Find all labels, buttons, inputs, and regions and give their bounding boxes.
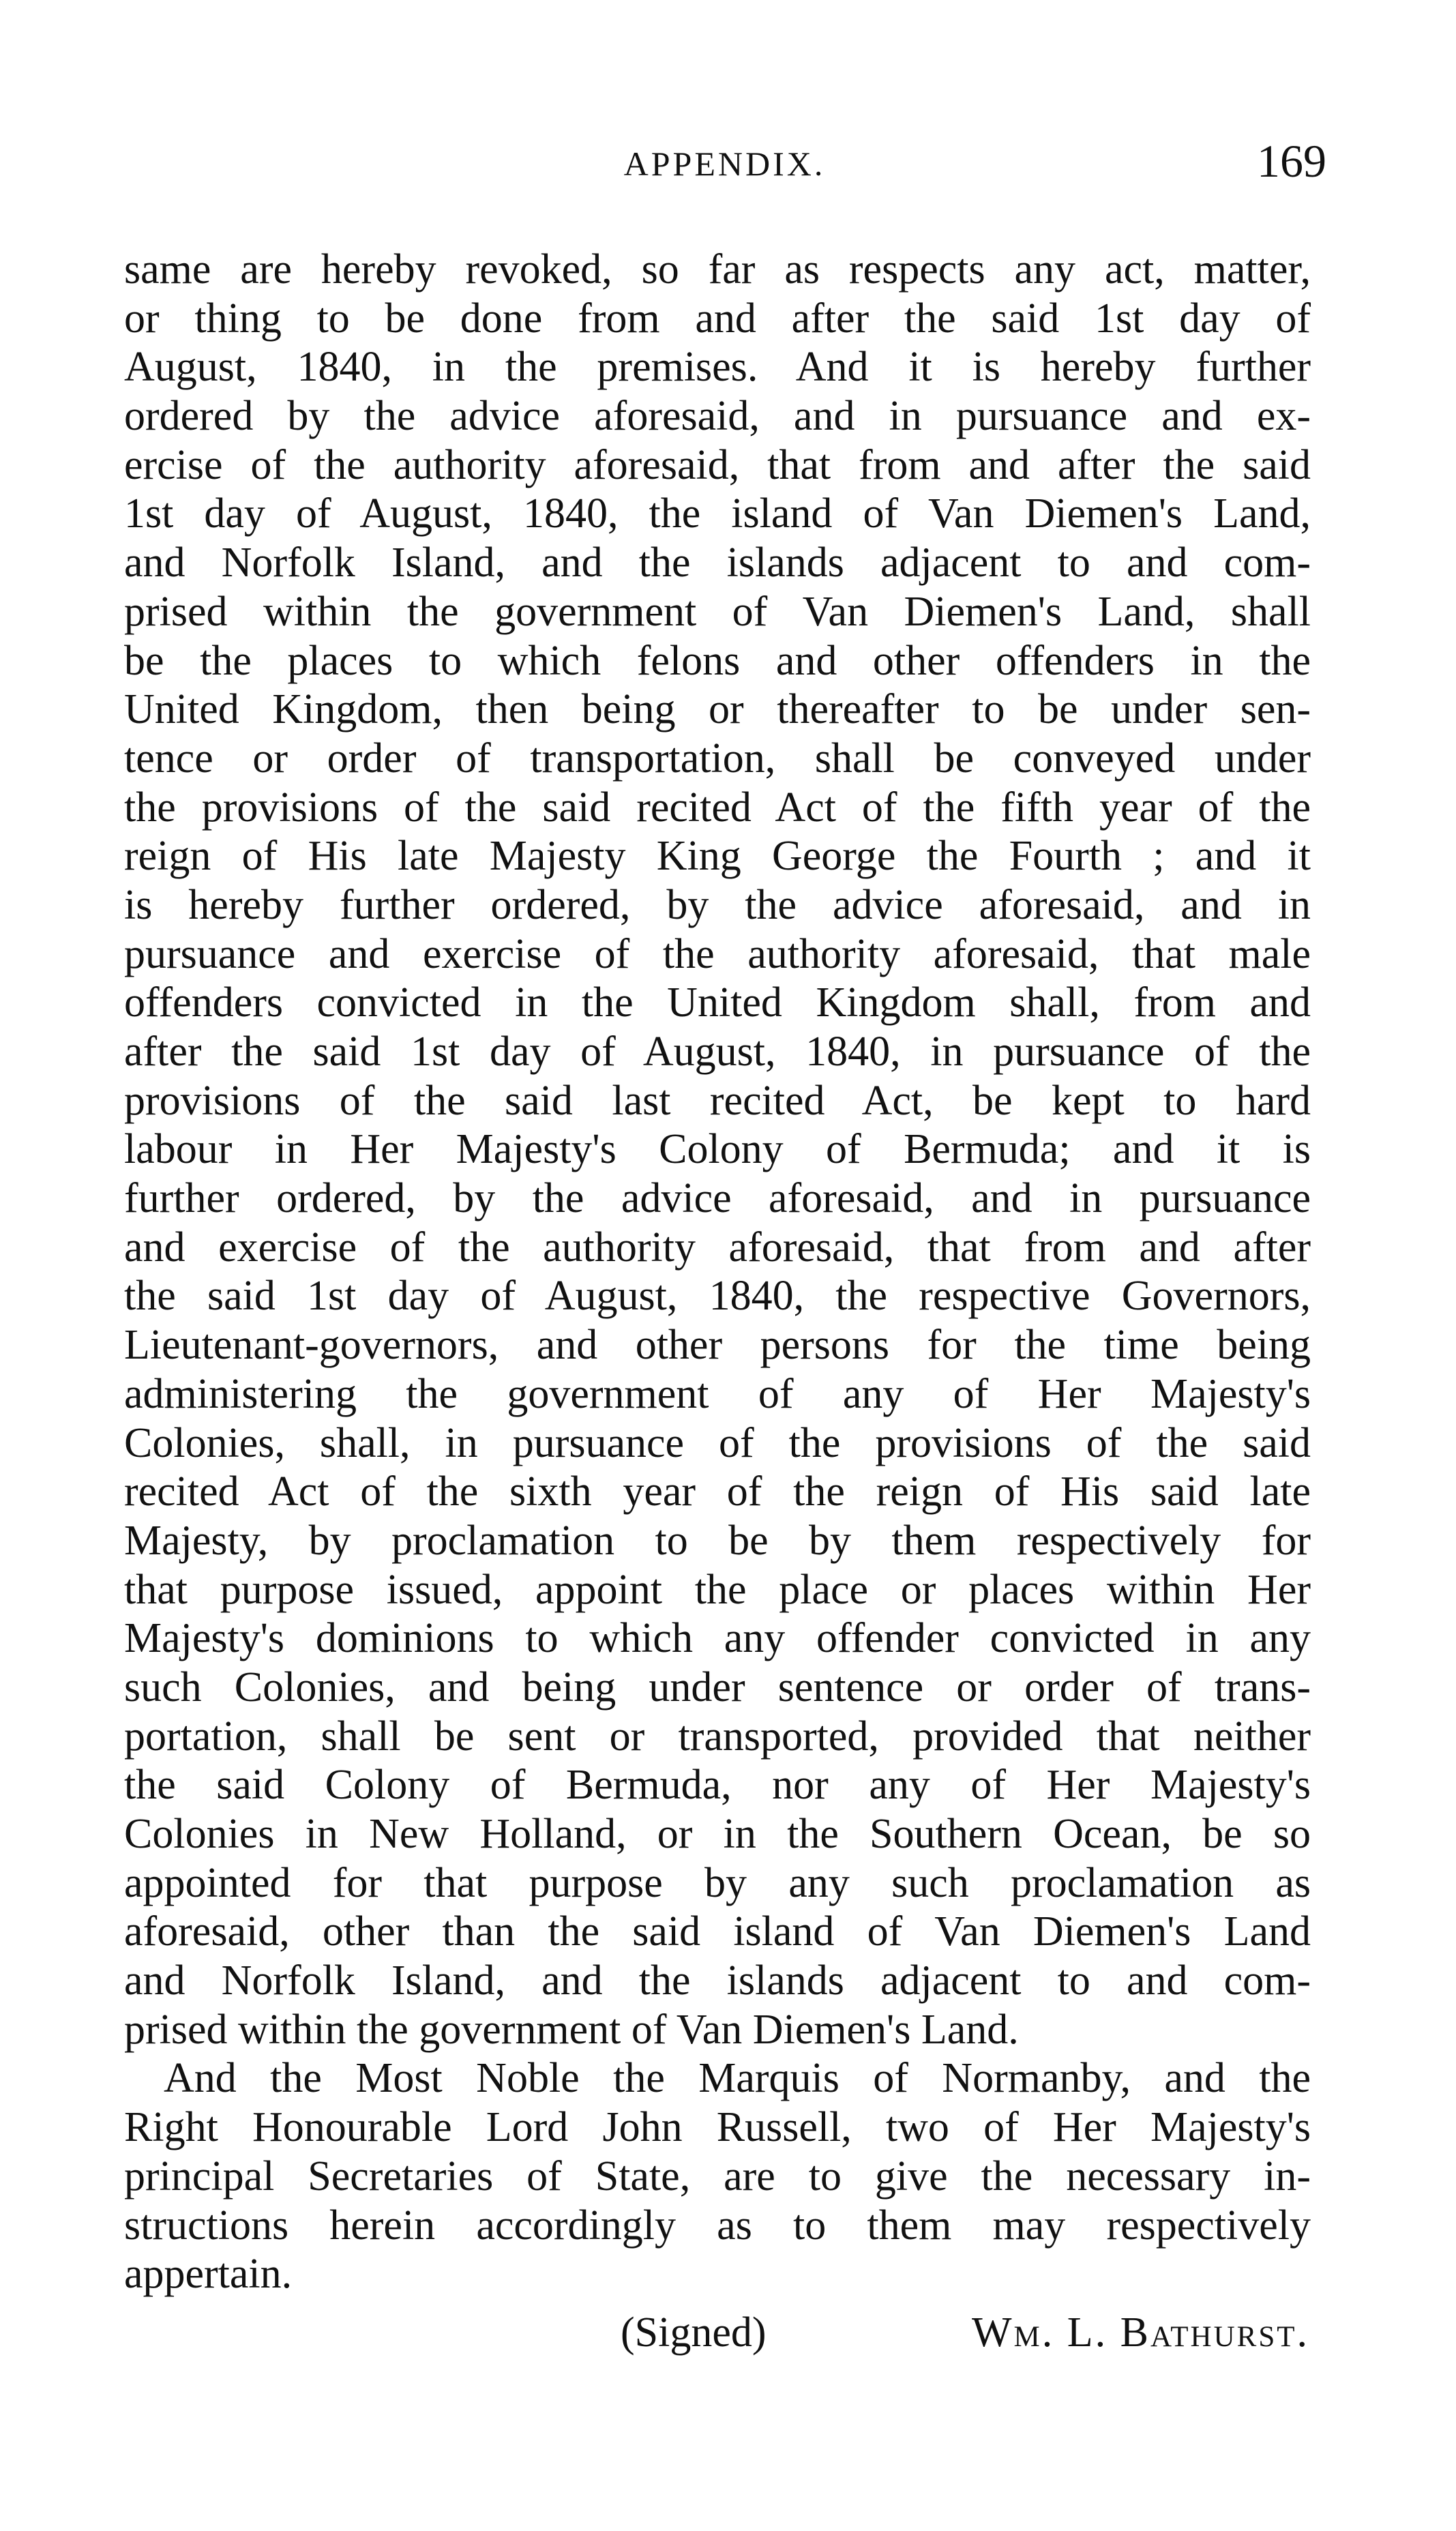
text-line: pursuance and exercise of the authority aforesaid, that male: [124, 930, 1311, 977]
text-line: and exercise of the authority aforesaid, that from and after: [124, 1224, 1311, 1271]
text-line: appertain.: [124, 2251, 293, 2298]
text-line: the said Colony of Bermuda, nor any of Her Majesty's: [124, 1762, 1311, 1809]
text-line: Colonies in New Holland, or in the Southern Ocean, be so: [124, 1811, 1311, 1857]
text-line: ordered by the advice aforesaid, and in pursuance and ex-: [124, 393, 1311, 440]
signature-label: (Signed): [621, 2309, 767, 2356]
text-line: ercise of the authority aforesaid, that from and after the said: [124, 441, 1311, 488]
text-line: offenders convicted in the United Kingdom shall, from and: [124, 979, 1311, 1026]
text-line: is hereby further ordered, by the advice aforesaid, and in: [124, 881, 1311, 928]
text-line: that purpose issued, appoint the place or places within Her: [124, 1566, 1311, 1613]
text-line: the provisions of the said recited Act of the fifth year of the: [124, 784, 1311, 831]
text-line: and Norfolk Island, and the islands adjacent to and com-: [124, 1957, 1311, 2004]
text-line: Majesty's dominions to which any offender convicted in any: [124, 1615, 1311, 1662]
text-line: after the said 1st day of August, 1840, in pursuance of the: [124, 1028, 1311, 1075]
text-line: administering the government of any of Her Majesty's: [124, 1370, 1311, 1417]
signatory-name: Wm. L. Bathurst.: [972, 2309, 1309, 2356]
text-line: appointed for that purpose by any such proclamation as: [124, 1859, 1311, 1906]
text-line: structions herein accordingly as to them may respectively: [124, 2202, 1311, 2249]
text-line: 1st day of August, 1840, the island of Van Diemen's Land,: [124, 490, 1311, 537]
text-line: further ordered, by the advice aforesaid, and in pursuance: [124, 1175, 1311, 1222]
text-line: Lieutenant-governors, and other persons for the time being: [124, 1322, 1311, 1369]
signature-block: [621, 2305, 1309, 2360]
text-line: reign of His late Majesty King George the Fourth ; and it: [124, 833, 1311, 880]
text-line: tence or order of transportation, shall be conveyed under: [124, 735, 1311, 782]
text-line: provisions of the said last recited Act, be kept to hard: [124, 1077, 1311, 1124]
text-line: principal Secretaries of State, are to give the necessary in-: [124, 2152, 1311, 2200]
running-head: [123, 135, 1326, 188]
text-line: be the places to which felons and other offenders in the: [124, 637, 1311, 684]
text-line: same are hereby revoked, so far as respects any act, matter,: [124, 246, 1311, 293]
text-line: August, 1840, in the premises. And it is hereby further: [124, 344, 1311, 391]
running-title: APPENDIX.: [623, 145, 826, 183]
text-line: prised within the government of Van Diemen's Land, shall: [124, 588, 1311, 635]
text-line: prised within the government of Van Diemen's Land.: [124, 2006, 1019, 2053]
text-line: United Kingdom, then being or thereafter to be under sen-: [124, 686, 1311, 733]
text-line: portation, shall be sent or transported, provided that neither: [124, 1713, 1311, 1760]
text-line: aforesaid, other than the said island of Van Diemen's Land: [124, 1908, 1311, 1955]
page-number: 169: [1257, 135, 1326, 187]
text-line: recited Act of the sixth year of the reign of His said late: [124, 1468, 1311, 1515]
text-line: the said 1st day of August, 1840, the respective Governors,: [124, 1273, 1311, 1320]
text-line: Majesty, by proclamation to be by them respectively for: [124, 1517, 1311, 1564]
text-line: Colonies, shall, in pursuance of the provisions of the said: [124, 1419, 1311, 1466]
text-line: or thing to be done from and after the said 1st day of: [124, 295, 1311, 342]
text-line: and Norfolk Island, and the islands adjacent to and com-: [124, 539, 1311, 587]
body-text: [124, 246, 1311, 2299]
text-line: And the Most Noble the Marquis of Normanby, and the: [164, 2055, 1311, 2102]
text-line: Right Honourable Lord John Russell, two of Her Majesty's: [124, 2104, 1311, 2151]
text-line: labour in Her Majesty's Colony of Bermuda; and it is: [124, 1126, 1311, 1173]
text-line: such Colonies, and being under sentence or order of trans-: [124, 1663, 1311, 1711]
